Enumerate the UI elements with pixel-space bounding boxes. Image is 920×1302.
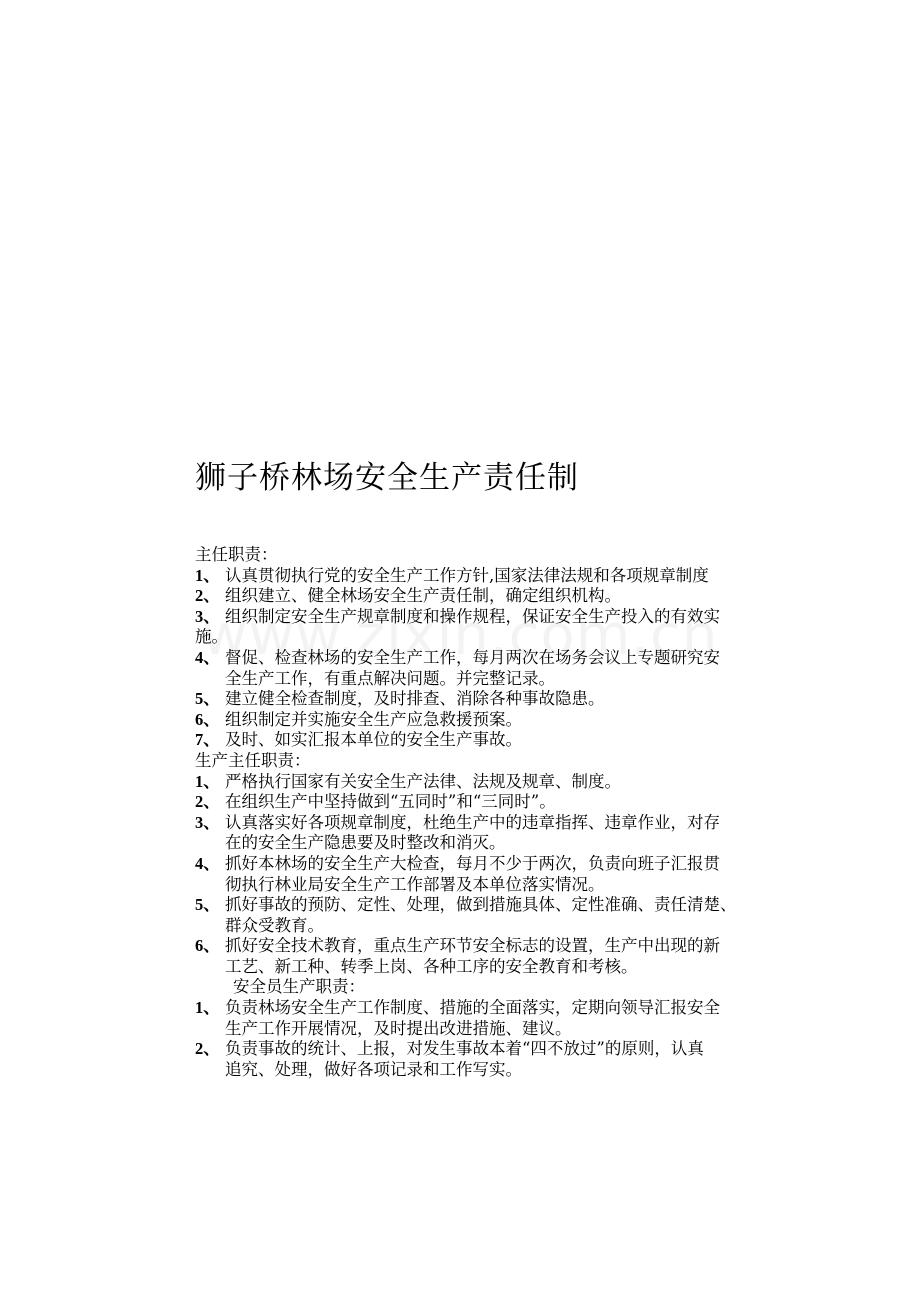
list-item (195, 1039, 785, 1080)
item-number: 5、 (195, 689, 220, 709)
item-number: 3、 (195, 606, 220, 626)
item-text-line: 抓好本林场的安全生产大检查，每月不少于两次，负责向班子汇报贯 (225, 853, 720, 873)
item-text-line: 负责林场安全生产工作制度、措施的全面落实，定期向领导汇报安全 (225, 998, 720, 1018)
section-heading: 生产主任职责： (195, 750, 311, 770)
item-number: 2、 (195, 586, 220, 606)
list-item (195, 998, 785, 1039)
list-item (195, 689, 785, 710)
item-text-line: 建立健全检查制度，及时排查、消除各种事故隐患。 (225, 689, 605, 709)
item-number: 4、 (195, 853, 220, 873)
item-text-line: 严格执行国家有关安全生产法律、法规及规章、制度。 (225, 771, 621, 791)
item-text-line: 组织建立、健全林场安全生产责任制，确定组织机构。 (225, 586, 621, 606)
item-number: 3、 (195, 812, 220, 832)
item-text-line: 追究、处理，做好各项记录和工作写实。 (225, 1059, 522, 1079)
item-text-line: 生产工作开展情况，及时提出改进措施、建议。 (225, 1018, 572, 1038)
list-item (195, 936, 785, 977)
list-item (195, 710, 785, 731)
item-text-line: 抓好安全技术教育，重点生产环节安全标志的设置，生产中出现的新 (225, 936, 720, 956)
item-number: 6、 (195, 936, 220, 956)
item-number: 1、 (195, 565, 220, 585)
item-text-line: 彻执行林业局安全生产工作部署及本单位落实情况。 (225, 874, 605, 894)
list-item (195, 854, 785, 895)
item-text-line: 全生产工作，有重点解决问题。并完整记录。 (225, 668, 555, 688)
document-body (195, 545, 785, 1080)
list-item (195, 772, 785, 793)
item-text-line: 抓好事故的预防、定性、处理，做到措施具体、定性准确、责任清楚、 (225, 895, 737, 915)
item-text-line: 督促、检查林场的安全生产工作，每月两次在场务会议上专题研究安 (225, 647, 720, 667)
item-number: 7、 (195, 730, 220, 750)
list-item (195, 586, 785, 607)
section-heading: 安全员生产职责： (233, 977, 365, 997)
item-text-line: 施。 (195, 627, 228, 647)
list-item (195, 648, 785, 689)
item-text-line: 认真贯彻执行党的安全生产工作方针,国家法律法规和各项规章制度 (225, 565, 709, 585)
item-number: 4、 (195, 647, 220, 667)
list-item (195, 607, 785, 648)
section-heading: 主任职责： (195, 545, 278, 564)
item-number: 5、 (195, 895, 220, 915)
item-number: 2、 (195, 792, 220, 812)
list-item (195, 730, 785, 751)
list-item (195, 895, 785, 936)
item-number: 6、 (195, 709, 220, 729)
item-text-line: 负责事故的统计、上报，对发生事故本着“四不放过”的原则，认真 (225, 1039, 704, 1059)
list-item (195, 813, 785, 854)
item-text-line: 工艺、新工种、转季上岗、各种工序的安全教育和考核。 (225, 956, 638, 976)
document-title: 狮子桥林场安全生产责任制 (195, 460, 579, 496)
item-text-line: 认真落实好各项规章制度，杜绝生产中的违章指挥、违章作业，对存 (225, 812, 720, 832)
item-text-line: 群众受教育。 (225, 915, 324, 935)
item-text-line: 在的安全生产隐患要及时整改和消灭。 (225, 833, 506, 853)
list-item (195, 792, 785, 813)
item-number: 2、 (195, 1039, 220, 1059)
item-text-line: 组织制定并实施安全生产应急救援预案。 (225, 709, 522, 729)
item-number: 1、 (195, 771, 220, 791)
item-text-line: 在组织生产中坚持做到“五同时”和“三同时”。 (225, 792, 556, 812)
item-number: 1、 (195, 998, 220, 1018)
list-item (195, 566, 785, 587)
item-text-line: 及时、如实汇报本单位的安全生产事故。 (225, 730, 522, 750)
item-text-line: 组织制定安全生产规章制度和操作规程，保证安全生产投入的有效实 (225, 606, 720, 626)
